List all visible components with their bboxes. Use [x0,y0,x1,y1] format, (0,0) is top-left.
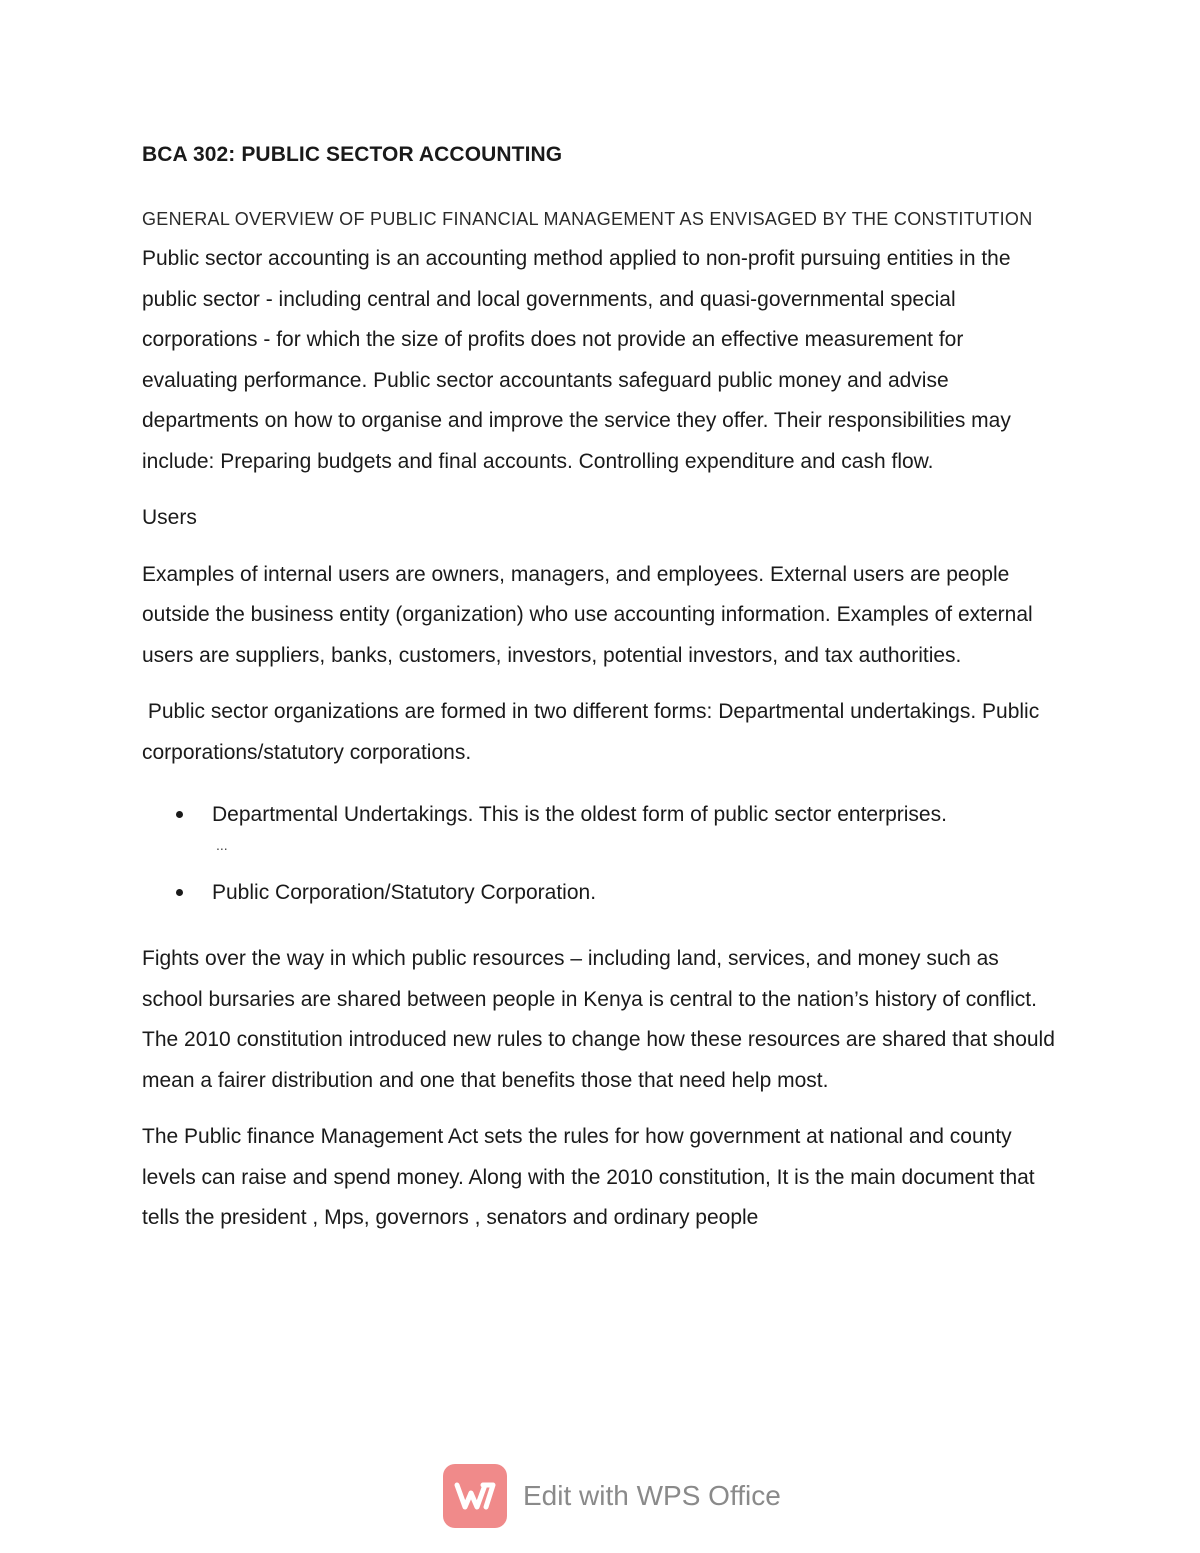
wps-edit-banner[interactable] [443,1464,781,1528]
bullet-item-public-corporation [142,873,1057,913]
bullet-text: Public Corporation/Statutory Corporation. [212,881,597,904]
bullet-icon [176,811,183,818]
document-subtitle: GENERAL OVERVIEW OF PUBLIC FINANCIAL MANAGEMENT AS ENVISAGED BY THE CONSTITUTION [142,209,1033,229]
bullet-ellipsis: ... [216,837,228,853]
section-heading-users: Users [142,506,197,529]
bullet-item-departmental [142,795,1057,855]
paragraph-pfm-act: The Public finance Management Act sets the rules for how government at national and county levels can raise and spend money. Along with the 2010 constitution, It is the main document that tells the president , Mps, governors , senators and ordinary people [142,1125,1035,1229]
paragraph-intro: Public sector accounting is an accounting method applied to non-profit pursuing entities in the public sector - including central and local governments, and quasi-governmental special corporations - for which the size of profits does not provide an effective measurement for evaluating performance. Public sector accountants safeguard public money and advise departments on how to organise and improve the service they offer. Their responsibilities may include: Preparing budgets and final accounts. Controlling expenditure and cash flow. [142,247,1011,473]
bullet-text: Departmental Undertakings. This is the oldest form of public sector enterprises. [212,803,947,826]
paragraph-users: Examples of internal users are owners, managers, and employees. External users are people outside the business entity (organization) who use accounting information. Examples of external users are suppliers, banks, customers, investors, potential investors, and tax authorities. [142,562,1033,667]
wps-banner-text: Edit with WPS Office [523,1480,781,1511]
wps-logo-icon [443,1464,507,1528]
bullet-list [142,795,1057,913]
bullet-icon [176,889,183,896]
document-page [142,138,1057,1255]
document-title: BCA 302: PUBLIC SECTOR ACCOUNTING [142,143,563,166]
paragraph-resources: Fights over the way in which public resources – including land, services, and money such as school bursaries are shared between people in Kenya is central to the nation’s history of conflict. The 2010 constitution introduced new rules to change how these resources are shared that should mean a fairer distribution and one that benefits those that need help most. [142,947,1055,1092]
paragraph-forms: Public sector organizations are formed in two different forms: Departmental undertakings. Public corporations/statutory corporations. [142,700,1046,764]
